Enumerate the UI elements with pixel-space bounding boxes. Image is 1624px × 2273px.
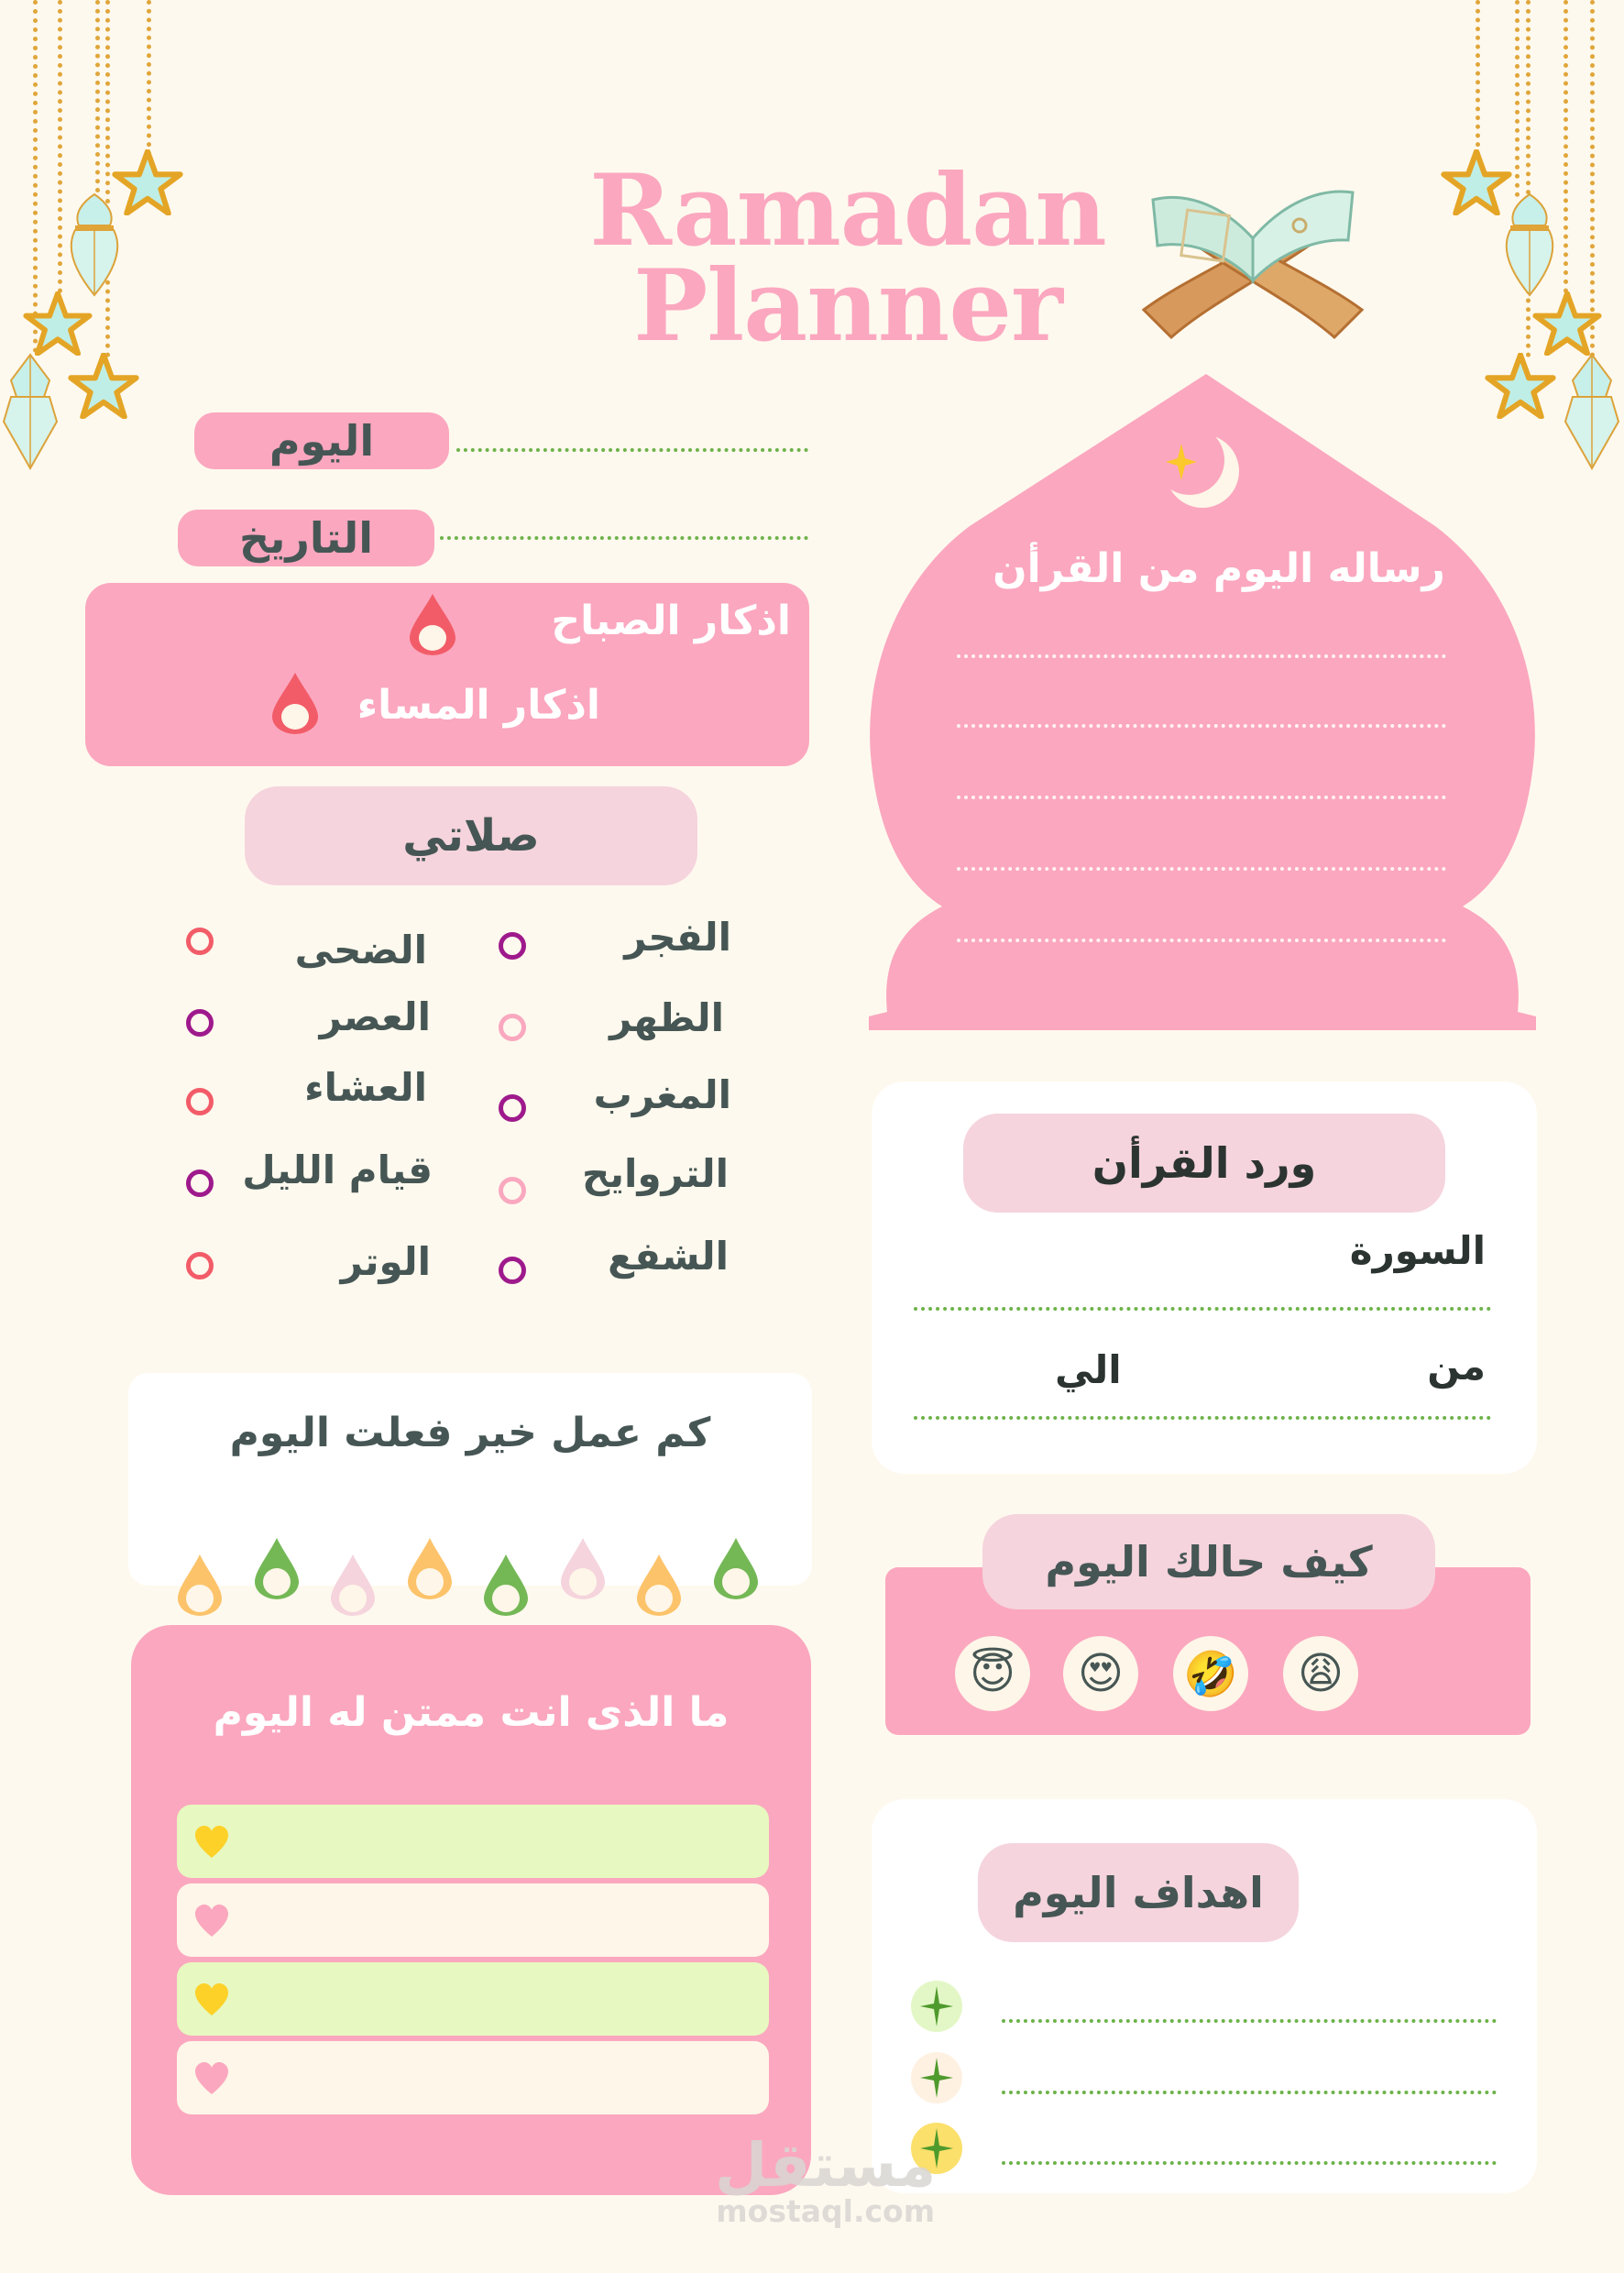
star-icon [1532,291,1602,356]
quran-wird-title [963,1114,1445,1213]
goals-title [978,1843,1299,1942]
prayer-maghrib-checkbox[interactable] [499,1094,526,1122]
good-deed-drop-checkbox[interactable] [559,1536,607,1600]
lantern-icon [64,192,125,301]
date-label-text: التاريخ [239,513,373,563]
lantern-icon [1499,192,1560,301]
prayer-taraweeh-label: التروايح [582,1151,729,1196]
quran-message-line-2[interactable] [957,724,1446,728]
quran-message-line-1[interactable] [957,654,1446,658]
to-label: الي [1055,1347,1122,1392]
prayer-fajr-checkbox[interactable] [499,932,526,960]
prayer-duha-label: الضحى [294,928,427,972]
prayer-asr-label: العصر [319,994,431,1039]
goal-input-line[interactable] [1002,2019,1497,2023]
weary-face-icon[interactable]: 😩 [1283,1636,1358,1711]
surah-label: السورة [1349,1228,1486,1273]
lantern-icon [1562,353,1622,472]
good-deed-drop-checkbox[interactable] [482,1553,530,1617]
from-label: من [1427,1344,1486,1389]
prayers-title-text: صلاتي [402,810,540,862]
goal-input-line[interactable] [1002,2161,1497,2165]
star-icon [23,291,93,356]
good-deed-drop-checkbox[interactable] [712,1536,760,1600]
watermark [715,2130,937,2229]
heart-icon [193,1825,230,1860]
from-to-input-line[interactable] [914,1416,1491,1420]
prayer-qiyam-label: قيام الليل [242,1147,433,1192]
chain [1526,0,1531,357]
quran-message-line-3[interactable] [957,796,1446,799]
chain [1476,0,1480,156]
chain [1564,0,1568,293]
chain [58,0,62,293]
evening-adhkar-label: اذكار المساء [357,682,600,729]
prayer-qiyam-checkbox[interactable] [186,1169,214,1197]
evening-adhkar-checkbox[interactable] [270,671,320,735]
prayer-witr-checkbox[interactable] [186,1252,214,1279]
morning-adhkar-label: اذكار الصباح [551,598,791,644]
goal-input-line[interactable] [1002,2091,1497,2094]
mood-title [982,1514,1435,1609]
prayer-isha-checkbox[interactable] [186,1088,214,1115]
quran-message-dome [867,370,1538,1032]
good-deeds-card [128,1373,812,1586]
morning-adhkar-checkbox[interactable] [408,592,457,656]
prayer-witr-label: الوتر [340,1239,431,1284]
star-icon [68,353,139,419]
good-deeds-title: كم عمل خير فعلت اليوم [229,1410,711,1456]
day-label-text: اليوم [269,416,375,466]
prayer-shafa-label: الشفع [608,1234,729,1279]
quran-wird-title-text: ورد القرأن [1092,1138,1317,1188]
good-deed-drop-checkbox[interactable] [253,1536,301,1600]
prayer-isha-label: العشاء [304,1065,427,1110]
mood-title-text: كيف حالك اليوم [1045,1537,1373,1587]
good-deed-drop-checkbox[interactable] [329,1553,377,1617]
prayer-asr-checkbox[interactable] [186,1009,214,1037]
gratitude-input-row[interactable] [177,2041,769,2114]
quran-message-line-4[interactable] [957,867,1446,871]
surah-input-line[interactable] [914,1307,1491,1311]
date-label [178,510,434,566]
goals-title-text: اهداف اليوم [1013,1868,1264,1917]
goal-bullet [911,1981,962,2032]
heart-icon [193,1982,230,2017]
watermark-arabic: مستقل [715,2130,937,2201]
prayer-dhuhr-checkbox[interactable] [499,1014,526,1041]
quran-stand-icon [1125,172,1380,346]
gratitude-input-row[interactable] [177,1962,769,2036]
gratitude-title: ما الذى انت ممتن له اليوم [213,1689,730,1736]
smiling-face-with-halo-icon[interactable]: 😇 [955,1636,1030,1711]
prayer-duha-checkbox[interactable] [186,928,214,955]
day-label [194,412,449,469]
goals-card [872,1799,1537,2193]
smiling-face-with-heart-eyes-icon[interactable]: 😍 [1063,1636,1138,1711]
prayers-title [245,786,697,885]
good-deed-drop-checkbox[interactable] [406,1536,454,1600]
lantern-icon [0,353,60,472]
chain [1515,0,1520,197]
gratitude-card [131,1625,811,2195]
quran-message-title: رساله اليوم من القرأن [993,545,1445,592]
gratitude-input-row[interactable] [177,1883,769,1957]
prayer-fajr-label: الفجر [624,915,731,960]
good-deed-drop-checkbox[interactable] [176,1553,224,1617]
title-line-2: Planner [633,248,1062,364]
day-input-line[interactable] [456,448,808,452]
goal-bullet [911,2052,962,2103]
quran-wird-card [872,1082,1537,1474]
prayer-taraweeh-checkbox[interactable] [499,1177,526,1204]
sparkle-icon [911,1981,962,2032]
prayer-maghrib-label: المغرب [593,1072,731,1117]
chain [147,0,151,156]
title-line-1: Ramadan [589,153,1106,269]
page-title [564,153,1132,364]
sparkle-icon [911,2052,962,2103]
chain [95,0,100,202]
good-deed-drop-checkbox[interactable] [635,1553,683,1617]
chain [105,0,110,357]
adhkar-box [85,583,809,766]
prayer-shafa-checkbox[interactable] [499,1257,526,1284]
date-input-line[interactable] [440,536,808,540]
heart-icon [193,2061,230,2096]
watermark-latin: mostaql.com [716,2193,936,2229]
quran-message-line-5[interactable] [957,939,1446,942]
heart-icon [193,1904,230,1938]
prayer-dhuhr-label: الظهر [609,995,724,1040]
gratitude-input-row[interactable] [177,1805,769,1878]
rolling-on-floor-laughing-icon[interactable]: 🤣 [1173,1636,1248,1711]
